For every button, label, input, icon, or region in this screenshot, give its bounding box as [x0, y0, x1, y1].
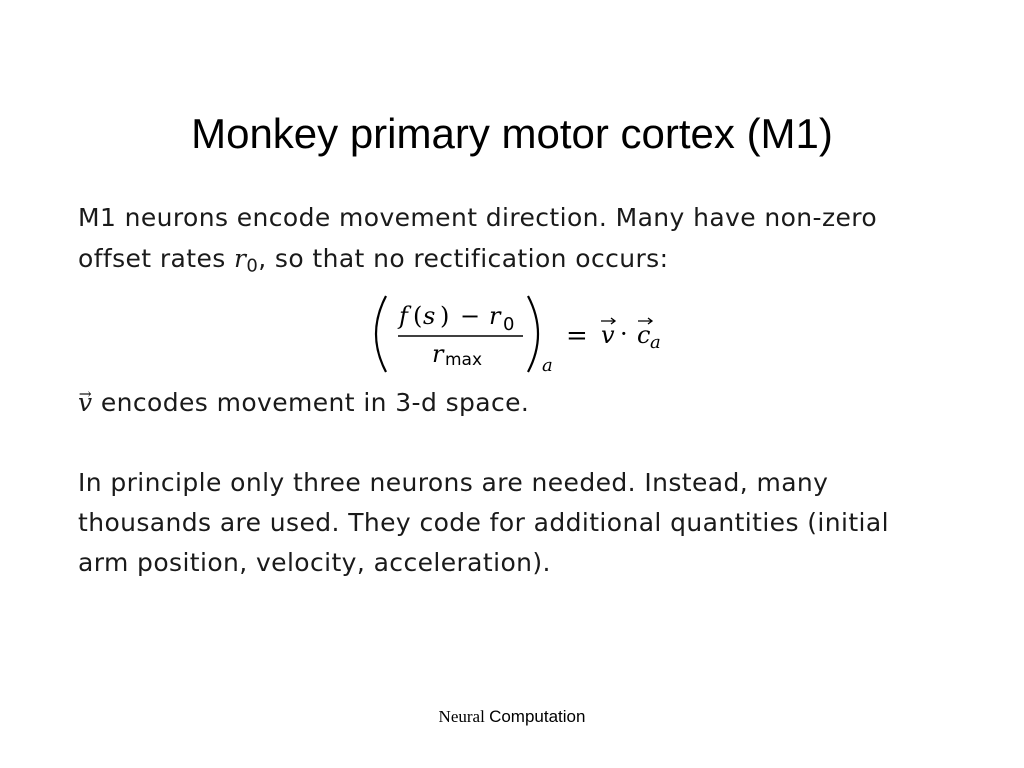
paragraph-velocity	[78, 383, 968, 423]
equation-equals: =	[566, 321, 588, 351]
equation-right-paren	[528, 296, 538, 372]
equation-numerator-s: s	[423, 302, 436, 330]
paragraph-population-line1: In principle only three neurons are needed. Instead, many	[78, 468, 829, 497]
equation-dot: ·	[620, 320, 628, 348]
paragraph-population-line2: thousands are used. They code for additional quantities (initial	[78, 508, 889, 537]
equation-outer-sub: a	[542, 355, 553, 376]
equation-numerator-minus: −	[460, 302, 481, 330]
paragraph-encoding-line2	[78, 238, 968, 287]
slide-title: Monkey primary motor cortex (M1)	[191, 110, 833, 157]
equation-numerator-r: r	[489, 302, 501, 330]
equation-numerator-open: (	[413, 302, 423, 330]
paragraph-velocity-text: encodes movement in 3-d space.	[92, 388, 530, 417]
paragraph-encoding	[78, 197, 968, 287]
equation-numerator-r-sub: 0	[503, 314, 515, 335]
equation-v: v	[601, 321, 615, 349]
equation-c-sub: a	[650, 332, 661, 353]
r0-subscript: 0	[246, 255, 259, 277]
v-vector-symbol: → v	[78, 383, 93, 423]
r0-symbol: r	[234, 244, 247, 273]
footer-neural: Neural	[438, 707, 485, 726]
equation-numerator-f: f	[399, 302, 408, 330]
equation-numerator-close: )	[440, 302, 450, 330]
equation-c: c	[637, 321, 651, 349]
slide-footer	[0, 706, 1024, 728]
equation-v-arrow-icon	[601, 318, 615, 324]
paragraph-population-line3: arm position, velocity, acceleration).	[78, 548, 551, 577]
equation-c-arrow-icon	[638, 318, 652, 324]
equation-left-paren	[376, 296, 386, 372]
line2-text-before: offset rates	[78, 244, 235, 273]
line2-text-after: , so that no rectification occurs:	[258, 244, 669, 273]
equation-denominator-r: r	[432, 340, 444, 368]
footer-computation: Computation	[489, 707, 586, 726]
paragraph-encoding-line1: M1 neurons encode movement direction. Many have non-zero	[78, 203, 878, 232]
paragraph-population	[78, 463, 966, 583]
equation-denominator-sub: max	[445, 350, 483, 370]
